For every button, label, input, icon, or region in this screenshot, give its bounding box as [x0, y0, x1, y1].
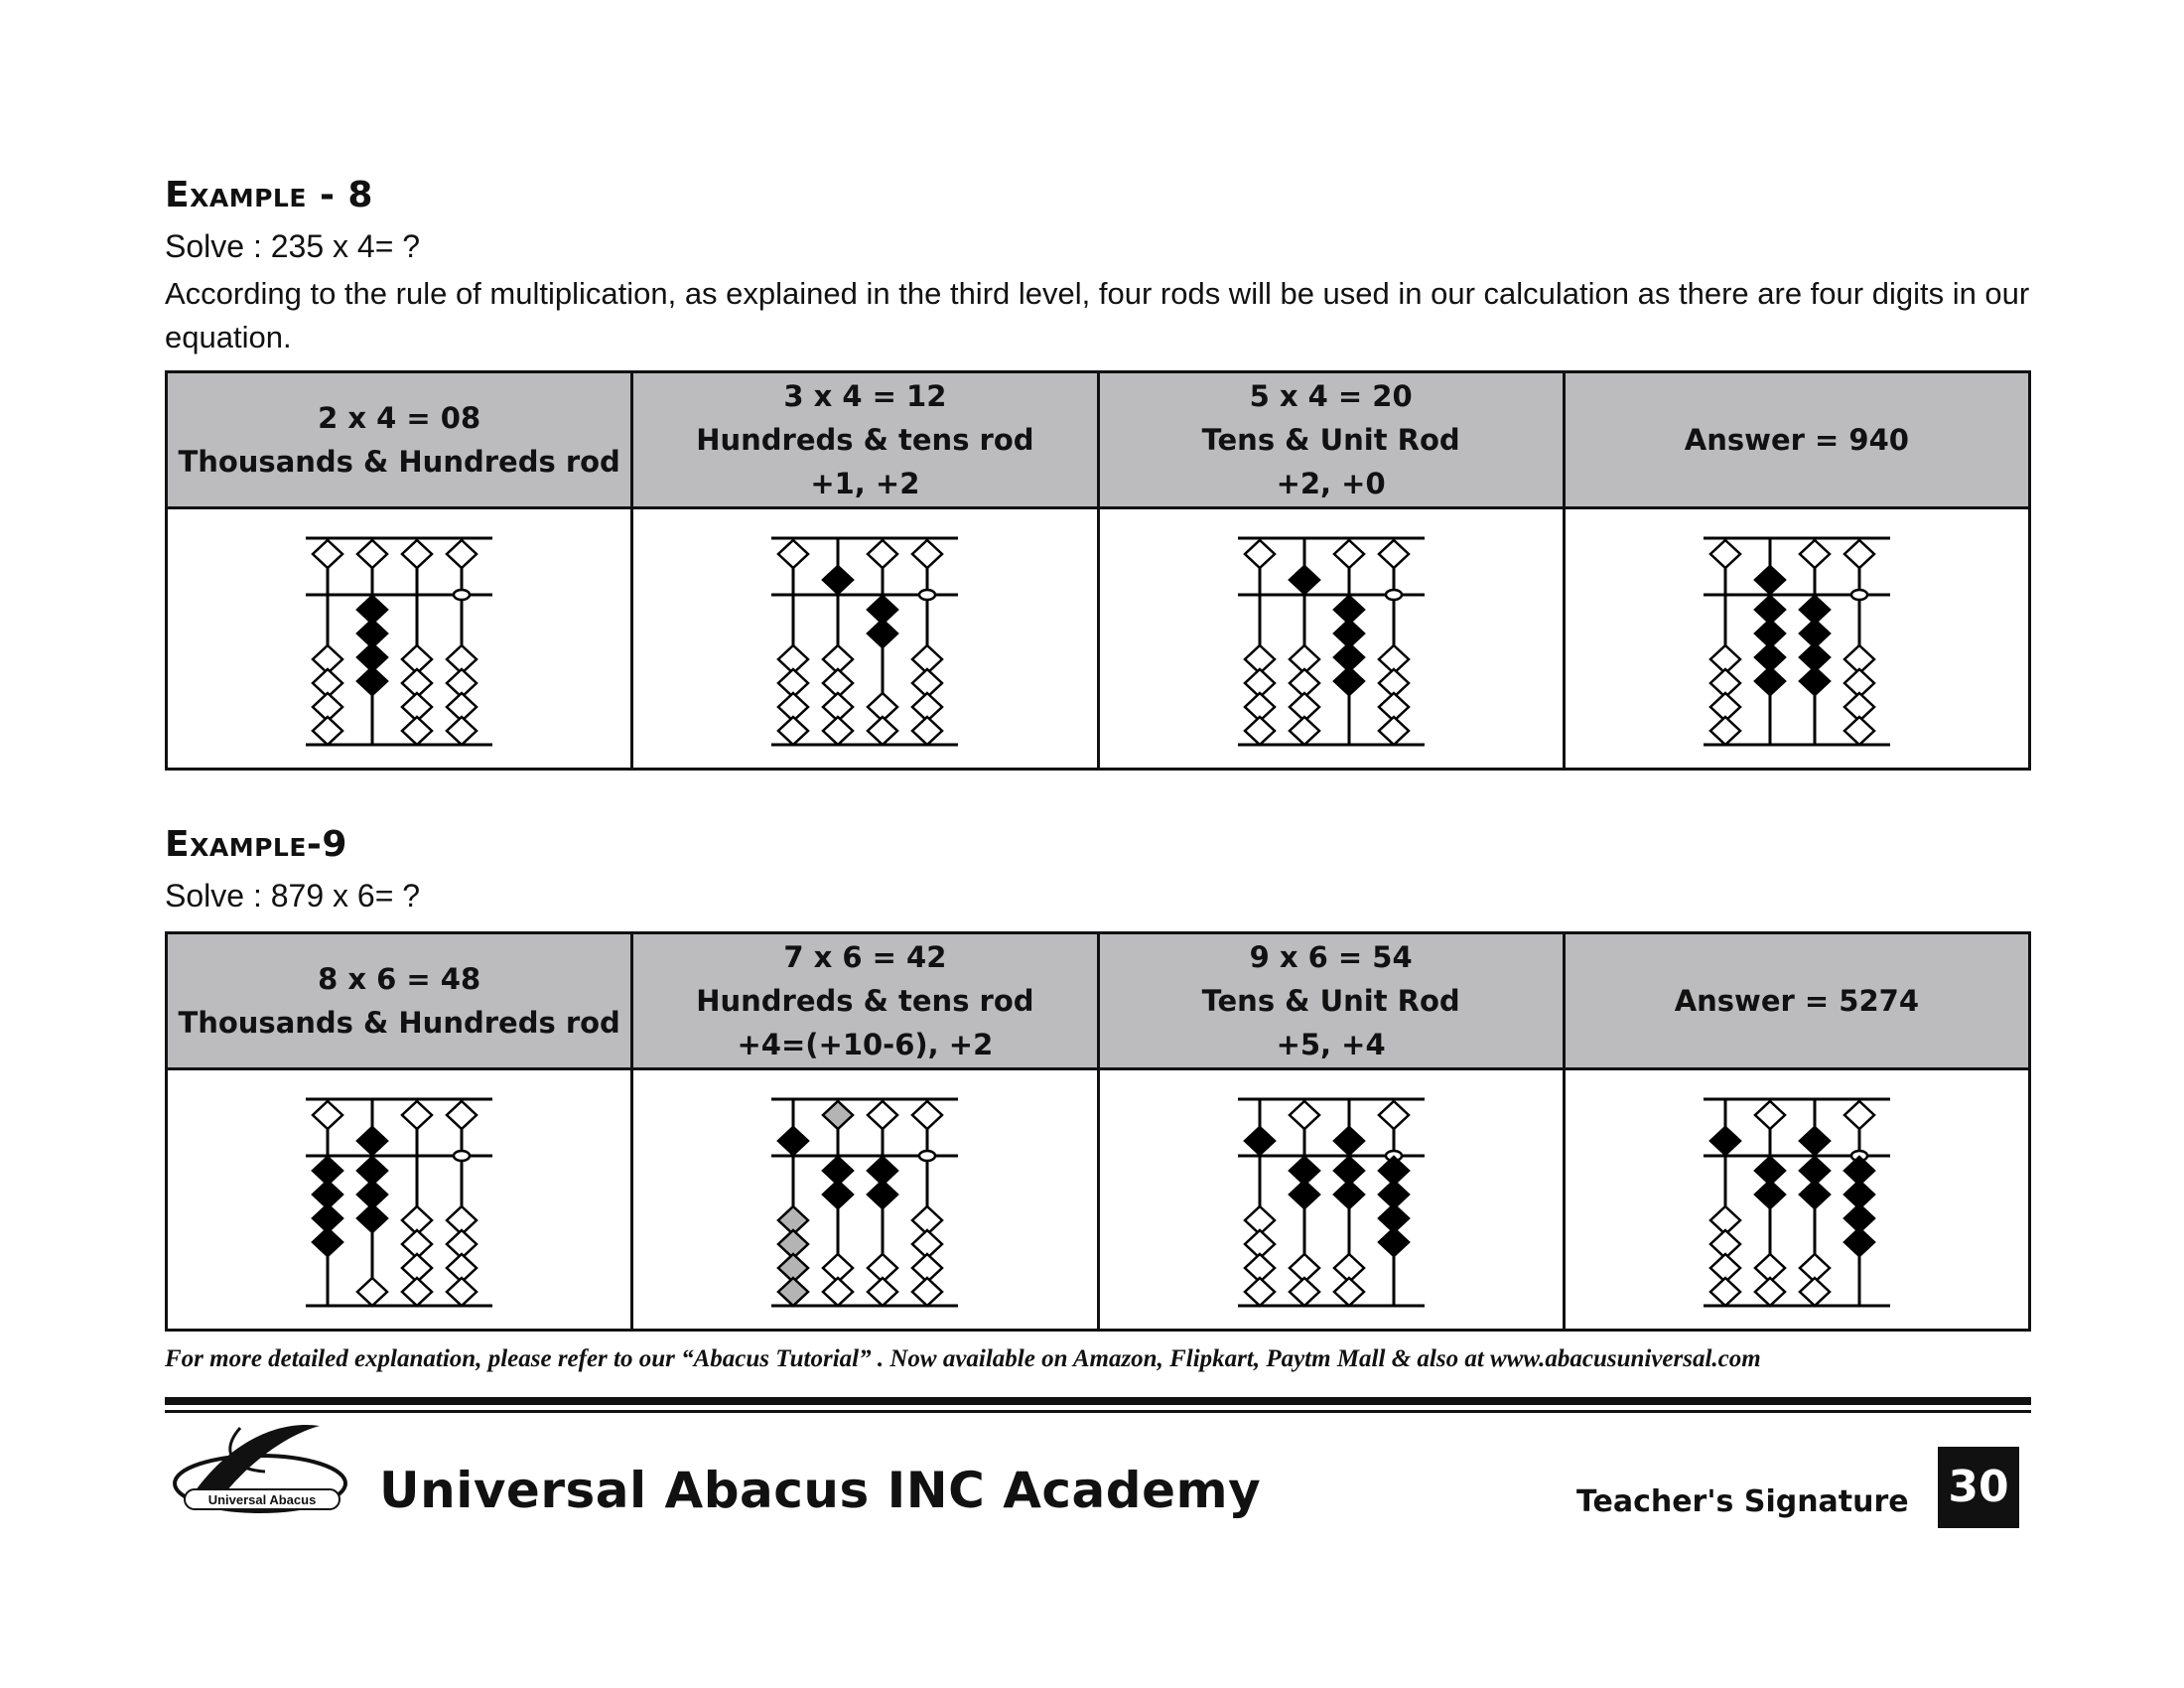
step-header [632, 372, 1098, 508]
answer-line: Answer = 5274 [1674, 984, 1920, 1018]
lower-bead [868, 620, 897, 647]
upper-bead [1245, 1127, 1275, 1155]
step-line: 8 x 6 = 48 [318, 962, 481, 996]
step-line: +5, +4 [1276, 1028, 1386, 1061]
upper-bead [868, 540, 897, 568]
upper-bead [1379, 1101, 1409, 1129]
lower-bead [313, 717, 342, 745]
step-line: +1, +2 [810, 467, 920, 500]
abacus-diagram [1232, 1085, 1431, 1314]
upper-bead [1755, 566, 1785, 594]
answer-header [1564, 933, 2029, 1069]
step-line: Thousands & Hundreds rod [178, 445, 620, 479]
upper-bead [402, 1101, 432, 1129]
upper-bead [1710, 1127, 1740, 1155]
unit-marker [454, 1151, 470, 1161]
step-header [1098, 933, 1564, 1069]
step-header [167, 372, 632, 508]
example-8-description: According to the rule of multiplication, as explained in the third level, four rods will be used in our calculation as there are four digits in our equation. [165, 276, 2030, 354]
abacus-cell [1098, 508, 1564, 770]
lower-bead [1334, 667, 1364, 695]
footer-rule-thin [165, 1410, 2031, 1413]
upper-bead [1379, 540, 1409, 568]
lower-bead [778, 717, 808, 745]
lower-bead [868, 1181, 897, 1208]
footnote: For more detailed explanation, please refer to our “Abacus Tutorial” . Now available on Amazon, Flipkart, Paytm Mall & also at www.abacusuniversal.com [165, 1345, 1761, 1372]
answer-line: Answer = 940 [1684, 423, 1909, 457]
step-line: 5 x 4 = 20 [1249, 379, 1413, 413]
lower-bead [402, 717, 432, 745]
upper-bead [447, 1101, 477, 1129]
upper-bead [402, 540, 432, 568]
universal-abacus-logo [171, 1420, 349, 1519]
lower-bead [868, 1278, 897, 1306]
lower-bead [313, 1228, 342, 1256]
lower-bead [1379, 1228, 1409, 1256]
lower-bead [357, 1278, 387, 1306]
step-line: Tens & Unit Rod [1201, 423, 1460, 457]
teacher-signature-label: Teacher's Signature [1576, 1484, 1909, 1519]
upper-bead [1800, 1127, 1830, 1155]
upper-bead [1800, 540, 1830, 568]
abacus-diagram [765, 524, 964, 753]
lower-bead [1245, 717, 1275, 745]
upper-bead [313, 540, 342, 568]
lower-bead [1800, 667, 1830, 695]
step-line: +2, +0 [1276, 467, 1386, 500]
lower-bead [1379, 717, 1409, 745]
abacus-cell [167, 1069, 632, 1331]
unit-marker [919, 1151, 935, 1161]
abacus-cell [167, 508, 632, 770]
abacus-diagram [300, 524, 498, 753]
lower-bead [1710, 1278, 1740, 1306]
upper-bead [357, 1127, 387, 1155]
lower-bead [1844, 717, 1874, 745]
abacus-diagram [300, 1085, 498, 1314]
upper-bead [313, 1101, 342, 1129]
upper-bead [868, 1101, 897, 1129]
example-8-heading: Example - 8 [165, 175, 373, 215]
upper-bead [1290, 566, 1319, 594]
upper-bead [1844, 540, 1874, 568]
lower-bead [823, 1181, 853, 1208]
lower-bead [912, 1278, 942, 1306]
abacus-cell [1098, 1069, 1564, 1331]
lower-bead [1755, 1181, 1785, 1208]
example-9-heading: Example-9 [165, 824, 347, 865]
logo-text: Universal Abacus [207, 1492, 317, 1507]
unit-marker [919, 590, 935, 600]
step-header [632, 933, 1098, 1069]
abacus-diagram [1698, 1085, 1896, 1314]
step-header [167, 933, 632, 1069]
lower-bead [1290, 1181, 1319, 1208]
upper-bead [778, 540, 808, 568]
lower-bead [912, 717, 942, 745]
upper-bead [447, 540, 477, 568]
example-9-table [165, 931, 2031, 1332]
abacus-cell [1564, 1069, 2029, 1331]
lower-bead [1334, 1278, 1364, 1306]
step-line: 2 x 4 = 08 [318, 401, 481, 435]
lower-bead [1710, 717, 1740, 745]
step-line: +4=(+10-6), +2 [737, 1028, 994, 1061]
step-line: Thousands & Hundreds rod [178, 1006, 620, 1040]
footer-rule-thick [165, 1397, 2031, 1405]
upper-bead [1334, 540, 1364, 568]
lower-bead [1800, 1181, 1830, 1208]
upper-bead [1245, 540, 1275, 568]
lower-bead [1245, 1278, 1275, 1306]
lower-bead [447, 1278, 477, 1306]
lower-bead [357, 667, 387, 695]
upper-bead [778, 1127, 808, 1155]
academy-name: Universal Abacus INC Academy [379, 1462, 1262, 1519]
upper-bead [823, 1101, 853, 1129]
step-header [1098, 372, 1564, 508]
lower-bead [823, 717, 853, 745]
lower-bead [1334, 1181, 1364, 1208]
example-8-table [165, 370, 2031, 771]
abacus-cell [632, 508, 1098, 770]
lower-bead [1755, 667, 1785, 695]
example-8-problem: Solve : 235 x 4= ? [165, 228, 421, 264]
upper-bead [823, 566, 853, 594]
step-line: 7 x 6 = 42 [783, 940, 947, 974]
lower-bead [1844, 1228, 1874, 1256]
upper-bead [357, 540, 387, 568]
abacus-diagram [1232, 524, 1431, 753]
unit-marker [1851, 590, 1867, 600]
abacus-cell [632, 1069, 1098, 1331]
lower-bead [823, 1278, 853, 1306]
step-line: Hundreds & tens rod [696, 423, 1034, 457]
unit-marker [1386, 590, 1402, 600]
lower-bead [357, 1204, 387, 1232]
step-line: Hundreds & tens rod [696, 984, 1034, 1018]
lower-bead [402, 1278, 432, 1306]
lower-bead [1800, 1278, 1830, 1306]
lower-bead [1755, 1278, 1785, 1306]
lower-bead [447, 717, 477, 745]
upper-bead [1290, 1101, 1319, 1129]
upper-bead [1710, 540, 1740, 568]
step-line: 3 x 4 = 12 [783, 379, 947, 413]
abacus-cell [1564, 508, 2029, 770]
upper-bead [1755, 1101, 1785, 1129]
upper-bead [912, 1101, 942, 1129]
lower-bead [1290, 1278, 1319, 1306]
lower-bead [778, 1278, 808, 1306]
upper-bead [912, 540, 942, 568]
abacus-diagram [1698, 524, 1896, 753]
lower-bead [1290, 717, 1319, 745]
page-number: 30 [1938, 1447, 2019, 1528]
upper-bead [1334, 1127, 1364, 1155]
step-line: 9 x 6 = 54 [1249, 940, 1413, 974]
example-9-problem: Solve : 879 x 6= ? [165, 878, 421, 914]
answer-header [1564, 372, 2029, 508]
abacus-diagram [765, 1085, 964, 1314]
step-line: Tens & Unit Rod [1201, 984, 1460, 1018]
upper-bead [1844, 1101, 1874, 1129]
lower-bead [868, 717, 897, 745]
unit-marker [454, 590, 470, 600]
